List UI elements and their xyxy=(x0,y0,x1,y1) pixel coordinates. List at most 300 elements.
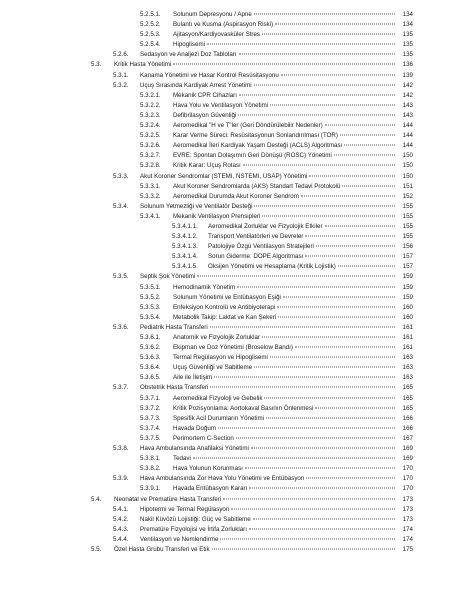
toc-entry-page-number: 161 xyxy=(402,323,413,331)
toc-entry-page-number: 150 xyxy=(402,172,413,180)
toc-entry-body xyxy=(140,50,396,60)
toc-entry[interactable] xyxy=(0,222,471,232)
toc-entry-body xyxy=(173,363,396,373)
toc-entry-body xyxy=(173,192,396,202)
dot-leader xyxy=(197,276,395,277)
toc-entry-page-number: 160 xyxy=(402,303,413,311)
toc-entry-body xyxy=(173,151,396,161)
toc-entry-body xyxy=(173,394,396,404)
toc-entry-page-number: 163 xyxy=(402,354,413,362)
toc-entry-page-number: 155 xyxy=(402,222,413,230)
toc-entry-page-number: 142 xyxy=(402,81,413,89)
toc-entry-body xyxy=(173,343,396,353)
toc-entry-body xyxy=(114,60,396,70)
toc-entry[interactable] xyxy=(0,283,471,293)
toc-entry[interactable] xyxy=(0,333,471,343)
toc-entry-title: Mekanik CPR Cihazları xyxy=(173,91,237,99)
toc-entry-title: Kritik Pozisyonlama: Aortokaval Basının Önlenmesi xyxy=(173,404,314,412)
toc-entry-number: 5.3.4.1.1. xyxy=(172,222,198,230)
toc-entry-number: 5.3.8.2. xyxy=(140,465,161,473)
toc-entry-page-number: 165 xyxy=(402,404,413,412)
toc-entry[interactable] xyxy=(0,515,471,525)
toc-entry[interactable] xyxy=(0,242,471,252)
toc-entry[interactable] xyxy=(0,50,471,60)
toc-entry-page-number: 175 xyxy=(402,545,413,553)
toc-entry-body xyxy=(173,333,396,343)
toc-entry-title: Prematüre Fizyolojisi ve İrtifa Zorlukları xyxy=(140,525,247,533)
toc-entry-number: 5.3.3. xyxy=(113,172,129,180)
toc-entry-number: 5.2.5.2. xyxy=(140,21,161,29)
toc-entry-title: Hipoglisemi xyxy=(173,41,205,49)
toc-entry-number: 5.3.5.1. xyxy=(140,283,161,291)
toc-entry-number: 5.5. xyxy=(91,545,102,553)
toc-entry-page-number: 174 xyxy=(402,525,413,533)
dot-leader xyxy=(266,417,395,418)
toc-entry-page-number: 161 xyxy=(402,334,413,341)
toc-entry-title: Termal Regülasyon ve Hipoglisemi xyxy=(173,354,268,362)
toc-entry[interactable] xyxy=(0,505,471,515)
toc-entry[interactable] xyxy=(0,495,471,505)
toc-entry[interactable] xyxy=(0,182,471,192)
dot-leader xyxy=(338,266,395,267)
toc-entry-page-number: 143 xyxy=(402,111,413,119)
toc-entry-body xyxy=(173,121,396,131)
toc-entry-title: Kritik Hasta Yönetimi xyxy=(114,61,172,69)
toc-entry-page-number: 170 xyxy=(402,475,413,483)
toc-entry-page-number: 170 xyxy=(402,485,413,493)
toc-entry-body xyxy=(173,373,396,383)
dot-leader xyxy=(249,488,395,489)
toc-entry-page-number: 144 xyxy=(402,132,413,140)
dot-leader xyxy=(245,468,395,469)
dot-leader xyxy=(254,84,395,85)
toc-entry-body xyxy=(173,212,396,222)
toc-entry[interactable] xyxy=(0,444,471,454)
dot-leader xyxy=(278,316,395,317)
toc-entry-page-number: 143 xyxy=(402,101,413,109)
toc-entry-number: 5.3.4.1.3. xyxy=(172,243,198,251)
toc-entry-title: Özel Hasta Grubu Transferi ve Etik xyxy=(114,545,210,553)
toc-entry-number: 5.4.4. xyxy=(113,535,129,543)
toc-entry[interactable] xyxy=(0,373,471,383)
dot-leader xyxy=(325,125,395,126)
toc-entry-number: 5.4. xyxy=(91,495,102,503)
toc-entry-body xyxy=(140,383,396,393)
toc-entry-number: 5.3.9. xyxy=(113,475,129,483)
toc-entry-title: Hava Ambulansında Zor Hava Yolu Yönetimi ve Entübasyon xyxy=(140,475,305,483)
toc-entry-title: EVRE: Spontan Dolaşımın Geri Dönüşü (ROSC) Yönetimi xyxy=(173,152,332,160)
toc-entry-page-number: 152 xyxy=(402,192,413,200)
toc-entry-number: 5.3.2.3. xyxy=(140,111,161,119)
dot-leader xyxy=(295,347,395,348)
toc-entry-number: 5.2.5.3. xyxy=(140,31,161,39)
toc-entry-body xyxy=(173,161,396,171)
toc-entry-number: 5.3. xyxy=(91,61,102,69)
toc-entry-body xyxy=(140,202,396,212)
toc-entry-title: Pediatrik Hasta Transferi xyxy=(140,323,208,331)
toc-entry-title: Patolojiye Özgü Ventilasyon Stratejileri xyxy=(208,243,314,251)
toc-entry[interactable] xyxy=(0,232,471,242)
toc-entry-number: 5.3.6.1. xyxy=(140,334,161,341)
toc-entry-body xyxy=(173,434,396,444)
dot-leader xyxy=(342,185,395,186)
dot-leader xyxy=(301,195,395,196)
toc-entry-title: Aeromedikal Zorluklar ve Fizyolojik Etkiler xyxy=(208,222,323,230)
toc-entry-number: 5.3.2.2. xyxy=(140,101,161,109)
toc-entry-body xyxy=(208,222,396,232)
toc-entry-number: 5.3.2.1. xyxy=(140,91,161,99)
toc-entry-page-number: 151 xyxy=(402,182,413,190)
toc-entry[interactable] xyxy=(0,10,471,20)
toc-entry-body xyxy=(173,91,396,101)
toc-entry-page-number: 139 xyxy=(402,71,413,79)
dot-leader xyxy=(334,155,395,156)
toc-entry[interactable] xyxy=(0,363,471,373)
toc-entry[interactable] xyxy=(0,434,471,444)
toc-entry-title: Bulantı ve Kusma (Aspirasyon Riski) xyxy=(173,21,274,29)
toc-entry[interactable] xyxy=(0,262,471,272)
toc-entry-number: 5.3.6.4. xyxy=(140,364,161,372)
toc-entry-number: 5.3.4.1.2. xyxy=(172,233,198,241)
toc-entry-body xyxy=(140,505,396,515)
toc-entry[interactable] xyxy=(0,474,471,484)
toc-entry-page-number: 167 xyxy=(402,434,413,442)
toc-entry-body xyxy=(140,272,396,282)
dot-leader xyxy=(277,306,395,307)
dot-leader xyxy=(254,14,395,15)
dot-leader xyxy=(238,114,395,115)
toc-entry-page-number: 169 xyxy=(402,445,413,453)
toc-entry-title: Aeromedikal İleri Kardiyak Yaşam Desteği (ACLS) Algoritması xyxy=(173,142,343,150)
toc-entry-title: Karar Verme Süreci: Resüsitasyonun Sonlandırılması (TOR) xyxy=(173,132,338,140)
toc-entry-title: Kritik Karar: Uçuş Rotası xyxy=(173,162,241,170)
toc-entry[interactable] xyxy=(0,252,471,262)
dot-leader xyxy=(207,44,395,45)
toc-entry-page-number: 135 xyxy=(402,51,413,59)
toc-entry-body xyxy=(208,232,396,242)
toc-entry-number: 5.3.2.8. xyxy=(140,162,161,170)
dot-leader xyxy=(223,498,395,499)
toc-entry-title: Havada Doğum xyxy=(173,424,216,432)
toc-entry[interactable] xyxy=(0,71,471,81)
toc-entry[interactable] xyxy=(0,293,471,303)
dot-leader xyxy=(210,326,395,327)
toc-entry[interactable] xyxy=(0,30,471,40)
toc-entry-number: 5.3.7.1. xyxy=(140,394,161,402)
toc-entry-body xyxy=(173,101,396,111)
toc-entry[interactable] xyxy=(0,383,471,393)
toc-entry-title: Nakil Küvözü Lojistiği: Güç ve Sabitleme xyxy=(140,515,251,523)
toc-entry-title: Solunum Depresyonu / Apne xyxy=(173,11,252,18)
dot-leader xyxy=(193,458,395,459)
toc-entry-number: 5.3.8. xyxy=(113,445,129,453)
toc-entry-body xyxy=(173,484,396,494)
dot-leader xyxy=(239,94,395,95)
toc-entry-page-number: 156 xyxy=(402,243,413,251)
toc-entry-number: 5.3.4. xyxy=(113,202,129,210)
toc-entry-body xyxy=(173,40,396,50)
toc-entry-page-number: 136 xyxy=(402,61,413,69)
toc-entry-title: Hava Yolunun Korunması xyxy=(173,465,243,473)
toc-entry-number: 5.3.5. xyxy=(113,273,129,281)
toc-entry[interactable] xyxy=(0,353,471,363)
toc-entry-number: 5.3.7.4. xyxy=(140,424,161,432)
toc-entry[interactable] xyxy=(0,414,471,424)
toc-entry-title: Aeromedikal Fizyoloji ve Gebelik xyxy=(173,394,263,402)
toc-entry-body xyxy=(173,424,396,434)
dot-leader xyxy=(305,236,395,237)
dot-leader xyxy=(249,528,395,529)
toc-entry-body xyxy=(140,474,396,484)
toc-entry-number: 5.3.1. xyxy=(113,71,129,79)
toc-entry-body xyxy=(173,404,396,414)
toc-entry-number: 5.3.6.5. xyxy=(140,374,161,382)
toc-entry-page-number: 155 xyxy=(402,212,413,220)
toc-entry-title: Uçuş Sırasında Kardiyak Arrest Yönetimi xyxy=(140,81,252,89)
dot-leader xyxy=(243,165,395,166)
toc-entry[interactable] xyxy=(0,313,471,323)
toc-entry[interactable] xyxy=(0,454,471,464)
toc-entry-number: 5.3.6. xyxy=(113,323,129,331)
toc-entry[interactable] xyxy=(0,535,471,545)
toc-entry-page-number: 166 xyxy=(402,424,413,432)
toc-entry-title: Solunum Yönetimi ve Entübasyon Eşiği xyxy=(173,293,281,301)
toc-entry[interactable] xyxy=(0,60,471,70)
toc-entry-title: Ajitasyon/Kardiyovasküler Stres xyxy=(173,31,261,39)
toc-entry-number: 5.3.2.4. xyxy=(140,122,161,130)
toc-entry-title: Aeromedikal "H ve T"ler (Geri Döndürülebilir Nedenler) xyxy=(173,122,323,130)
toc-entry[interactable] xyxy=(0,303,471,313)
toc-entry-title: Solunum Yetmezliği ve Ventilatör Desteği xyxy=(140,202,253,210)
toc-entry-title: Uçuş Güvenliği ve Sabitleme xyxy=(173,364,253,372)
toc-entry-page-number: 173 xyxy=(402,515,413,523)
toc-entry-number: 5.3.2.6. xyxy=(140,142,161,150)
toc-entry-page-number: 142 xyxy=(402,91,413,99)
toc-entry-body xyxy=(140,444,396,454)
toc-entry-title: Spesifik Acil Durumların Yönetimi xyxy=(173,414,265,422)
toc-entry[interactable] xyxy=(0,161,471,171)
toc-entry-number: 5.3.7. xyxy=(113,384,129,392)
toc-entry-page-number: 157 xyxy=(402,263,413,271)
toc-entry[interactable] xyxy=(0,81,471,91)
toc-entry-page-number: 135 xyxy=(402,41,413,49)
toc-entry-title: Ekipman ve Doz Yönetimi (Broselow Bandı) xyxy=(173,344,293,352)
toc-entry-number: 5.3.9.1. xyxy=(140,485,161,493)
toc-entry-title: Hemodinamik Yönetim xyxy=(173,283,236,291)
toc-entry-page-number: 165 xyxy=(402,394,413,402)
toc-entry-title: Defibrilasyon Güvenliği xyxy=(173,111,237,119)
dot-leader xyxy=(237,286,395,287)
toc-entry-title: Akut Koroner Sendromlar (STEMI, NSTEMI, USAP) Yönetimi xyxy=(140,172,308,180)
toc-entry-page-number: 165 xyxy=(402,384,413,392)
dot-leader xyxy=(254,367,395,368)
dot-leader xyxy=(218,427,395,428)
toc-entry[interactable] xyxy=(0,40,471,50)
toc-entry-number: 5.3.5.3. xyxy=(140,303,161,311)
toc-entry-number: 5.3.8.1. xyxy=(140,455,161,463)
dot-leader xyxy=(210,387,395,388)
toc-entry[interactable] xyxy=(0,202,471,212)
toc-entry-number: 5.2.5.4. xyxy=(140,41,161,49)
toc-entry-number: 5.3.7.2. xyxy=(140,404,161,412)
toc-entry-title: Akut Koroner Sendromlarda (AKS) Standart Tedavi Protokolü xyxy=(173,182,341,190)
toc-entry-number: 5.3.6.2. xyxy=(140,344,161,352)
toc-entry-body xyxy=(173,111,396,121)
dot-leader xyxy=(173,64,395,65)
toc-entry-body xyxy=(140,323,396,333)
toc-entry-body xyxy=(114,495,396,505)
dot-leader xyxy=(270,357,395,358)
dot-leader xyxy=(253,518,395,519)
toc-entry-page-number: 155 xyxy=(402,233,413,241)
toc-entry-body xyxy=(140,71,396,81)
toc-entry-page-number: 163 xyxy=(402,364,413,372)
toc-entry-page-number: 150 xyxy=(402,162,413,170)
toc-entry-title: Hava Yolu ve Ventilasyon Yönetimi xyxy=(173,101,269,109)
toc-entry-body xyxy=(173,464,396,474)
toc-entry[interactable] xyxy=(0,151,471,161)
toc-entry-page-number: 135 xyxy=(402,31,413,39)
dot-leader xyxy=(305,256,395,257)
toc-entry-title: Perimortem C-Section xyxy=(173,434,234,442)
dot-leader xyxy=(270,104,395,105)
toc-entry[interactable] xyxy=(0,464,471,474)
toc-entry-page-number: 134 xyxy=(402,11,413,18)
toc-entry-page-number: 155 xyxy=(402,202,413,210)
toc-entry-body xyxy=(208,252,396,262)
toc-entry-body xyxy=(173,10,396,20)
toc-entry-title: Obstetrik Hasta Transferi xyxy=(140,384,209,392)
toc-entry[interactable] xyxy=(0,91,471,101)
toc-entry-body xyxy=(208,262,396,272)
toc-entry-title: Ventilasyon ve Nemlendirme xyxy=(140,535,219,543)
toc-entry-body xyxy=(173,454,396,464)
toc-entry[interactable] xyxy=(0,111,471,121)
toc-entry[interactable] xyxy=(0,131,471,141)
toc-entry[interactable] xyxy=(0,212,471,222)
dot-leader xyxy=(236,437,395,438)
dot-leader xyxy=(239,54,395,55)
toc-entry[interactable] xyxy=(0,101,471,111)
toc-entry-body xyxy=(173,313,396,323)
dot-leader xyxy=(306,478,395,479)
toc-entry-page-number: 173 xyxy=(402,495,413,503)
toc-entry-title: Aeromedikal Durumda Akut Koroner Sendrom xyxy=(173,192,299,200)
toc-entry-number: 5.2.6. xyxy=(113,51,129,59)
toc-entry-page-number: 134 xyxy=(402,21,413,29)
toc-entry[interactable] xyxy=(0,525,471,535)
toc-entry[interactable] xyxy=(0,121,471,131)
toc-entry-title: Kanama Yönetimi ve Hasar Kontrol Resüsitasyonu xyxy=(140,71,279,79)
toc-entry-page-number: 161 xyxy=(402,344,413,352)
toc-entry-number: 5.4.3. xyxy=(113,525,129,533)
toc-entry-number: 5.4.1. xyxy=(113,505,129,513)
toc-entry-number: 5.3.7.3. xyxy=(140,414,161,422)
toc-entry-number: 5.3.6.3. xyxy=(140,354,161,362)
toc-entry-title: Hipotermi ve Termal Regülasyon xyxy=(140,505,230,513)
toc-entry-number: 5.2.5.1. xyxy=(140,11,161,18)
toc-entry-title: Havada Entübasyon Kararı xyxy=(173,485,248,493)
toc-entry-number: 5.3.2. xyxy=(113,81,129,89)
toc-entry[interactable] xyxy=(0,424,471,434)
toc-entry-number: 5.3.3.2. xyxy=(140,192,161,200)
toc-entry[interactable] xyxy=(0,343,471,353)
toc-entry-number: 5.3.4.1. xyxy=(140,212,161,220)
dot-leader xyxy=(316,246,395,247)
toc-entry[interactable] xyxy=(0,323,471,333)
toc-entry-body xyxy=(114,545,396,555)
toc-entry[interactable] xyxy=(0,484,471,494)
toc-entry-body xyxy=(173,303,396,313)
dot-leader xyxy=(251,448,395,449)
toc-entry[interactable] xyxy=(0,545,471,555)
toc-entry-title: Metabolik Takip: Laktat ve Kan Şekeri xyxy=(173,313,277,321)
toc-entry-page-number: 150 xyxy=(402,152,413,160)
toc-entry-number: 5.3.5.2. xyxy=(140,293,161,301)
toc-entry-number: 5.3.4.1.5. xyxy=(172,263,198,271)
toc-entry-page-number: 157 xyxy=(402,253,413,261)
toc-entry[interactable] xyxy=(0,172,471,182)
toc-entry-number: 5.3.3.1. xyxy=(140,182,161,190)
toc-entry-title: Anatomik ve Fizyolojik Zorluklar xyxy=(173,334,260,341)
toc-entry[interactable] xyxy=(0,192,471,202)
dot-leader xyxy=(220,538,395,539)
toc-entry-body xyxy=(173,30,396,40)
toc-entry-title: Enfeksiyon Kontrolü ve Antibiyoterapi xyxy=(173,303,276,311)
toc-entry-body xyxy=(173,182,396,192)
toc-entry-body xyxy=(140,515,396,525)
toc-entry-page-number: 174 xyxy=(402,535,413,543)
toc-entry-body xyxy=(173,293,396,303)
toc-entry-body xyxy=(140,535,396,545)
toc-entry-page-number: 159 xyxy=(402,283,413,291)
toc-entry-body xyxy=(173,141,396,151)
toc-entry-title: Oksijen Yönetimi ve Hesaplama (Kritik Lojistik) xyxy=(208,263,336,271)
dot-leader xyxy=(262,337,395,338)
toc-entry-page-number: 169 xyxy=(402,455,413,463)
toc-entry-body xyxy=(173,131,396,141)
toc-entry-page-number: 173 xyxy=(402,505,413,513)
toc-entry-body xyxy=(140,525,396,535)
dot-leader xyxy=(262,215,395,216)
toc-entry-page-number: 160 xyxy=(402,313,413,321)
toc-entry[interactable] xyxy=(0,394,471,404)
toc-entry-number: 5.3.5.4. xyxy=(140,313,161,321)
dot-leader xyxy=(275,24,395,25)
toc-entry[interactable] xyxy=(0,20,471,30)
toc-entry-number: 5.3.2.7. xyxy=(140,152,161,160)
toc-entry-title: Septik Şok Yönetimi xyxy=(140,273,196,281)
toc-entry-number: 5.3.2.5. xyxy=(140,132,161,140)
dot-leader xyxy=(283,296,395,297)
toc-entry[interactable] xyxy=(0,404,471,414)
toc-entry[interactable] xyxy=(0,272,471,282)
toc-entry-title: Mekanik Ventilasyon Prensipleri xyxy=(173,212,261,220)
dot-leader xyxy=(340,135,395,136)
toc-entry[interactable] xyxy=(0,141,471,151)
toc-entry-title: Transport Ventilatörleri ve Devreler xyxy=(208,233,304,241)
dot-leader xyxy=(231,508,395,509)
toc-entry-page-number: 144 xyxy=(402,142,413,150)
toc-entry-title: Tedavi xyxy=(173,455,191,463)
toc-entry-title: Sedasyon ve Analjezi Doz Tabloları xyxy=(140,51,237,59)
toc-entry-body xyxy=(173,283,396,293)
toc-entry-page-number: 159 xyxy=(402,273,413,281)
toc-entry-body xyxy=(208,242,396,252)
toc-entry-page-number: 159 xyxy=(402,293,413,301)
dot-leader xyxy=(325,225,395,226)
toc-entry-body xyxy=(173,414,396,424)
